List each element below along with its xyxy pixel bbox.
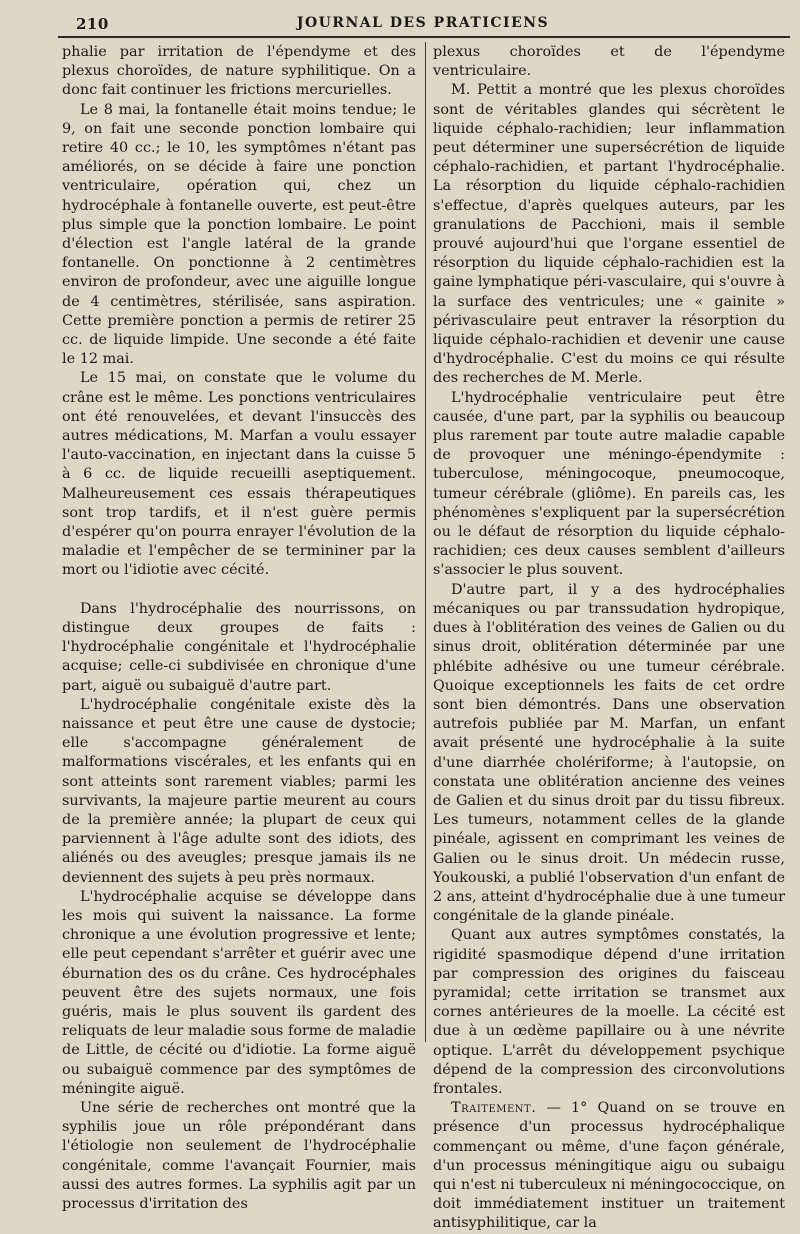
right-column	[433, 43, 785, 1234]
paragraph	[433, 1099, 785, 1233]
page-number: 210	[76, 15, 109, 33]
paragraph: D'autre part, il y a des hydrocéphalies mécaniques ou par transsudation hydropique, dues à l'oblitération des veines de Galien ou du sinus droit, oblitération déterminée par une phlébite adhésive ou une tumeur cérébrale. Quoique exceptionnels les faits de cet ordre sont bien démontrés. Dans une observation autrefois publiée par M. Marfan, un enfant avait présenté une hydrocéphalie à la suite d'une diarrhée cholériforme; à l'autopsie, on constata une oblitération ancienne des veines de Galien et du sinus droit par du tissu fibreux. Les tumeurs, notamment celles de la glande pinéale, agissent en comprimant les veines de Galien ou le sinus droit. Un médecin russe, Youkouski, a publié l'observation d'un enfant de 2 ans, atteint d'hydrocéphalie due à une tumeur congénitale de la glande pinéale.	[433, 581, 785, 925]
header-rule	[58, 36, 790, 38]
section-heading: Traitement.	[451, 1100, 537, 1117]
paragraph: Le 8 mai, la fontanelle était moins tendue; le 9, on fait une seconde ponction lombaire qui retire 40 cc.; le 10, les symptômes n'étant pas améliorés, on se décide à faire une ponction ventriculaire, opération qui, chez un hydrocéphale à fontanelle ouverte, est peut-être plus simple que la ponction lombaire. Le point d'élection est l'angle latéral de la grande fontanelle. On ponctionne à 2 centimètres environ de profondeur, avec une aiguille longue de 4 centimètres, stérilisée, sans aspiration. Cette première ponction a permis de retirer 25 cc. de liquide limpide. Une seconde a été faite le 12 mai.	[62, 101, 416, 368]
paragraph: Le 15 mai, on constate que le volume du crâne est le même. Les ponctions ventriculaires ont été renouvelées, et devant l'insuccès des autres médications, M. Marfan a voulu essayer l'auto-vaccination, en injectant dans la cuisse 5 à 6 cc. de liquide recueilli aseptiquement. Malheureusement ces essais thérapeutiques sont trop tardifs, et il n'est guère permis d'espérer qu'on pourra enrayer l'évolution de la maladie et l'empêcher de se termininer par la mort ou l'idiotie avec cécité.	[62, 370, 416, 579]
paragraph: L'hydrocéphalie ventriculaire peut être causée, d'une part, par la syphilis ou beaucoup plus rarement par toute autre maladie capable de provoquer une méningo-épendymite : tuberculose, méningocoque, pneumocoque, tumeur cérébrale (gliôme). En pareils cas, les phénomènes s'expliquent par la supersécrétion ou le défaut de résorption du liquide céphalo-rachidien; ces deux causes semblent d'ailleurs s'associer le plus souvent.	[433, 389, 785, 579]
paragraph: Dans l'hydrocéphalie des nourrissons, on distingue deux groupes de faits : l'hydrocéphalie congénitale et l'hydrocéphalie acquise; celle-ci subdivisée en chronique d'une part, aiguë ou subaiguë d'autre part.	[62, 600, 416, 694]
paragraph: phalie par irritation de l'épendyme et des plexus choroïdes, de nature syphilitique. On a donc fait continuer les frictions mercurielles.	[62, 44, 416, 99]
column-divider	[425, 42, 426, 1042]
paragraph: M. Pettit a montré que les plexus choroïdes sont de véritables glandes qui sécrètent le liquide céphalo-rachidien; leur inflammation peut déterminer une supersécrétion de liquide céphalo-rachidien, et partant l'hydrocéphalie. La résorption du liquide céphalo-rachidien s'effectue, d'après quelques auteurs, par les granulations de Pacchioni, mais il semble prouvé aujourd'hui que l'organe essentiel de résorption du liquide céphalo-rachidien est la gaine lymphatique péri-vasculaire, qui s'ouvre à la surface des ventricules; une « gainite » périvasculaire peut entraver la résorption du liquide céphalo-rachidien et devenir une cause d'hydrocéphalie. C'est du moins ce qui résulte des recherches de M. Merle.	[433, 82, 785, 387]
page-header	[60, 13, 786, 33]
left-column	[62, 43, 416, 1214]
paragraph: Quant aux autres symptômes constatés, la rigidité spasmodique dépend d'une irritation par compression des origines du faisceau pyramidal; cette irritation se transmet aux cornes antérieures de la moelle. La cécité est due à un œdème papillaire ou à une névrite optique. L'arrêt du développement psychique dépend de la compression des circonvolutions frontales.	[433, 927, 785, 1097]
paragraph: L'hydrocéphalie congénitale existe dès la naissance et peut être une cause de dystocie; elle s'accompagne généralement de malformations viscérales, et les enfants qui en sont atteints sont rarement viables; parmi les survivants, la majeure partie meurent au cours de la première année; la plupart de ceux qui parviennent à l'âge adulte sont des idiots, des aliénés ou des aveugles; presque jamais ils ne deviennent des sujets à peu près normaux.	[62, 696, 416, 886]
paragraph: plexus choroïdes et de l'épendyme ventriculaire.	[433, 44, 785, 80]
paragraph-text: — 1° Quand on se trouve en présence d'un processus hydrocéphalique commençant ou même, d'une façon générale, d'un processus méningitique aigu ou subaigu qui n'est ni tuberculeux ni méningococcique, on doit immédiatement instituer un traitement antisyphilitique, car la	[433, 1100, 785, 1232]
running-title: JOURNAL DES PRATICIENS	[296, 15, 550, 31]
paragraph: L'hydrocéphalie acquise se développe dans les mois qui suivent la naissance. La forme chronique a une évolution progressive et lente; elle peut cependant s'arrêter et guérir avec une éburnation des os du crâne. Ces hydrocéphales peuvent être des sujets normaux, une fois guéris, mais le plus souvent ils gardent des reliquats de leur maladie sous forme de maladie de Little, de cécité ou d'idiotie. La forme aiguë ou subaiguë commence par des symptômes de méningite aiguë.	[62, 888, 416, 1097]
paragraph: Une série de recherches ont montré que la syphilis joue un rôle prépondérant dans l'étiologie non seulement de l'hydrocéphalie congénitale, comme l'avançait Fournier, mais aussi des autres formes. La syphilis agit par un processus d'irritation des	[62, 1099, 416, 1212]
